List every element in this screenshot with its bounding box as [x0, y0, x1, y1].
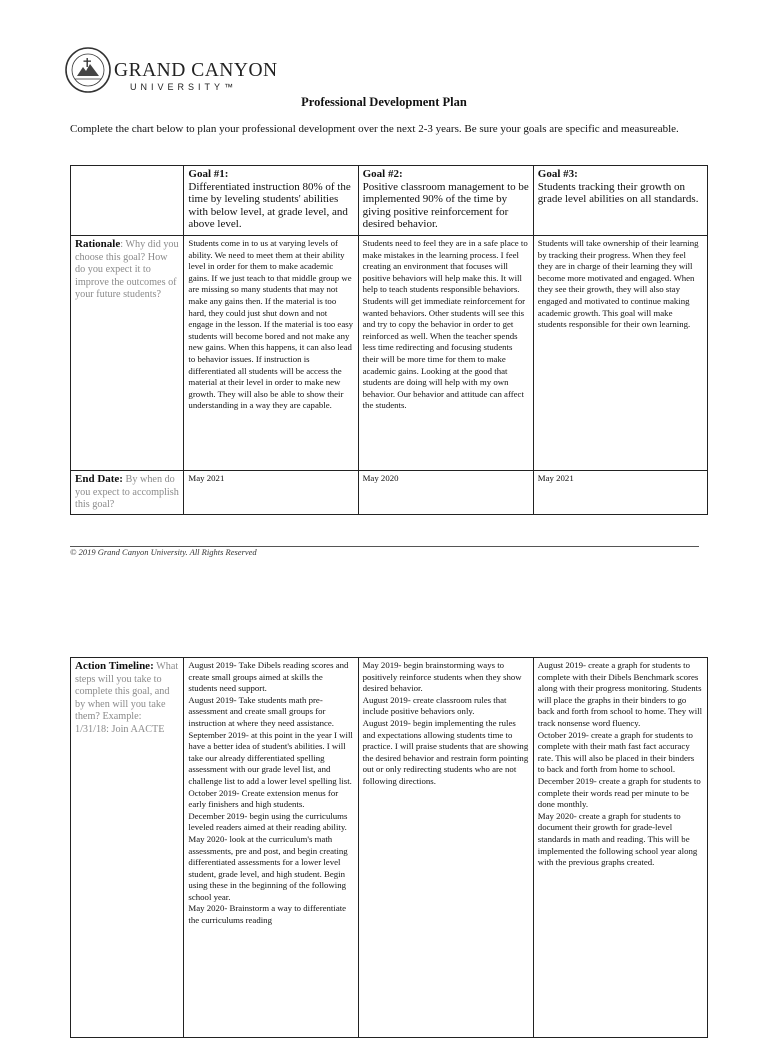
end-date-row	[71, 471, 708, 515]
rationale-prompt: : Why did you choose this goal? How do you expect it to improve the outcomes of your future students?	[75, 239, 179, 300]
end-date-header-cell	[71, 471, 184, 515]
brand-subtitle: UNIVERSITY™	[130, 82, 238, 92]
goal-1-cell	[184, 166, 358, 236]
timeline-entry: May 2019- begin brainstorming ways to positively reinforce students when they show desired behavior.	[362, 660, 522, 694]
rationale-row	[71, 236, 708, 471]
action-timeline-goal-3	[533, 658, 707, 1038]
plan-table-page1	[70, 165, 708, 515]
timeline-entry: August 2019- create a graph for students to complete with their Dibels Benchmark scores along with their progress monitoring. Students will place the graphs in their binders to go back and forth from school to home. They will track nonsense word fluency.	[537, 660, 703, 728]
goal-2-text: Positive classroom management to be implemented 90% of the time by giving positive reinforcement for desired behavior.	[362, 180, 529, 230]
goal-2-cell	[358, 166, 533, 236]
timeline-entry: May 2020- create a graph for students to document their growth for grade-level standards in math and reading. This will be implemented the following school year along with the previous graphs created.	[537, 810, 698, 868]
rationale-goal-3: Students will take ownership of their learning by tracking their progress. When they feel they are in charge of their learning they will become more motivated and engaged. When they see their growth, they will also stay engaged and motivated to continue making academic growth. This goal will make students responsible for their own learning.	[533, 236, 707, 471]
document-title: Professional Development Plan	[301, 95, 467, 109]
action-timeline-label: Action Timeline	[75, 660, 151, 672]
goal-3-cell	[533, 166, 707, 236]
end-date-goal-2: May 2020	[358, 471, 533, 515]
end-date-label: End Date:	[75, 473, 123, 485]
end-date-goal-1: May 2021	[184, 471, 358, 515]
action-timeline-prompt: What steps will you take to complete this goal, and by when will you take them? Example:	[75, 661, 179, 722]
intro-text: Complete the chart below to plan your professional development over the next 2-3 years. Be sure your goals are specific and measureable.	[70, 123, 679, 135]
timeline-entry: May 2020- look at the curriculum's math assessments, pre and post, and begin creating differentiated assessments for a lower level student, grade level, and high student. Begin using these in the beginning of the following school year.	[188, 833, 348, 902]
timeline-entry: August 2019- create classroom rules that include positive behaviors only.	[362, 694, 507, 717]
timeline-entry: October 2019- Create extension menus for early finishers and high students.	[188, 787, 339, 810]
timeline-entry: October 2019- create a graph for students to complete with their math fast fact accuracy rate. This will also be placed in their binders to back and forth from home to school.	[537, 729, 695, 775]
end-date-prompt: By when do you expect to accomplish this goal?	[75, 474, 179, 510]
goal-3-label: Goal #3:	[537, 168, 578, 180]
rationale-goal-2: Students need to feel they are in a safe place to make mistakes in the learning process. I feel creating an environment that focuses will positive behaviors will help make this. It will help to teach students responsible behaviors. Students will get immediate reinforcement for wanted behaviors. Other students will see this and try to copy the behavior in order to get reinforced as well. When the teacher spends less time redirecting and focusing students their will be more time for them to make academic gains. Looking at the good that students are doing will help with my own behavior. Our behavior and attitude can affect the students.	[358, 236, 533, 471]
action-timeline-row	[71, 658, 708, 1038]
timeline-entry: September 2019- at this point in the year I will have a better idea of student's abilities. I will take our already differentiated spelling assessment with our grade level list, and challenge list to add a lower level spelling list.	[188, 729, 353, 786]
empty-corner-cell	[71, 166, 184, 236]
end-date-goal-3: May 2021	[533, 471, 707, 515]
action-timeline-header-cell: Action Timeline: What steps will you take to complete this goal, and by when will you take them? Example: 1/31/18: Join AACTE	[71, 658, 184, 1038]
brand-name: GRAND CANYON	[114, 60, 278, 81]
rationale-label: Rationale	[75, 238, 121, 250]
rationale-header-cell	[71, 236, 184, 471]
timeline-entry: December 2019- begin using the curriculums leveled readers aimed at their reading ability.	[188, 810, 348, 833]
action-timeline-example: 1/31/18: Join AACTE	[75, 723, 165, 735]
copyright-text: © 2019 Grand Canyon University. All Rights Reserved	[70, 547, 257, 557]
timeline-entry: May 2020- Brainstorm a way to differentiate the curriculums reading	[188, 903, 347, 926]
timeline-entry: August 2019- Take students math pre-assessment and create small groups for instruction at where they need assistance.	[188, 694, 335, 728]
rationale-goal-1: Students come in to us at varying levels of ability. We need to meet them at their ability level in order for them to make academic gains. If we just teach to that middle group we are missing so many students that may not make any gains then. If the material is too hard, they could just shut down and not engage in the lesson. If the material is too easy students will become bored and not make any new gains. When this happens, it can also lead to behavior issues. If instruction is differentiated all students will be access the material at their level in order to make new growth. They will also be able to show their understanding in a way they are capable.	[184, 236, 358, 471]
plan-table-page2	[70, 657, 708, 1038]
goal-1-label: Goal #1:	[188, 168, 229, 180]
action-timeline-goal-2	[358, 658, 533, 1038]
timeline-entry: August 2019- begin implementing the rules and expectations allowing students time to practice. I will praise students that are showing the desired behavior and restrain form pointing out or only redirecting students who are not following directions.	[362, 717, 529, 786]
goal-1-text: Differentiated instruction 80% of the time by leveling students' abilities with below level, at grade level, and above level.	[188, 180, 351, 230]
goal-3-text: Students tracking their growth on grade level abilities on all standards.	[537, 180, 699, 205]
goal-2-label: Goal #2:	[362, 168, 403, 180]
university-seal-icon	[64, 46, 112, 94]
goals-row	[71, 166, 708, 236]
university-logo	[64, 46, 284, 100]
timeline-entry: December 2019- create a graph for students to complete their words read per minute to be done monthly.	[537, 775, 701, 810]
timeline-entry: August 2019- Take Dibels reading scores and create small groups aimed at skills the students need support.	[188, 660, 349, 694]
action-timeline-goal-1	[184, 658, 358, 1038]
